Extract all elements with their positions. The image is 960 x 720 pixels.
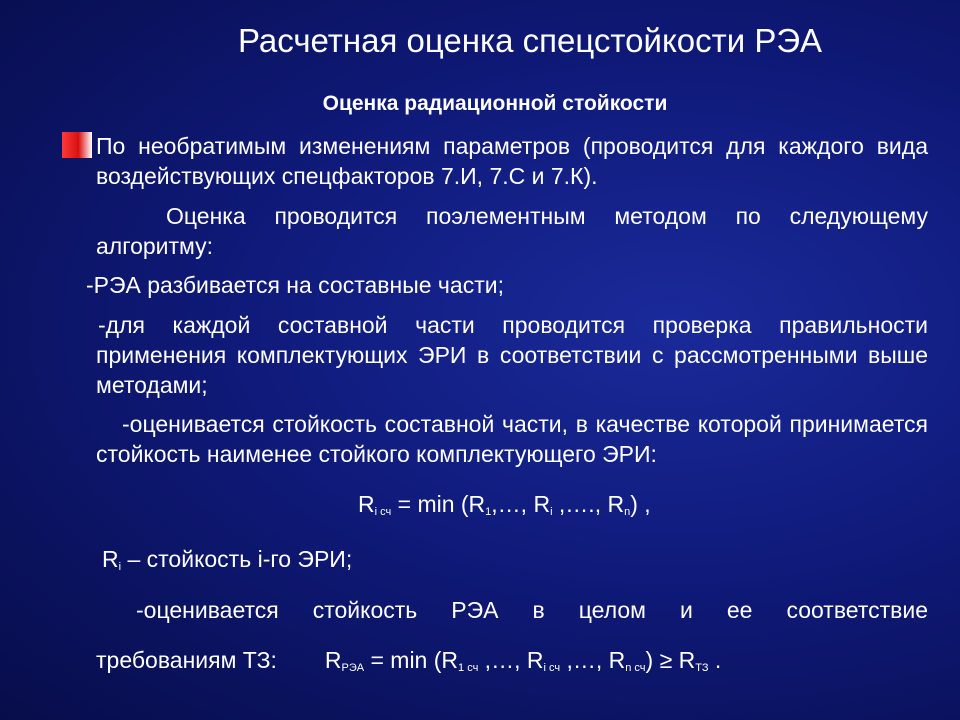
- paragraph-step-assess-total: -оценивается стойкость РЭА в целом и ее соответствие: [136, 597, 928, 623]
- paragraph-step-split: -РЭА разбивается на составные части;: [86, 272, 504, 298]
- paragraph-step-check: -для каждой составной части проводится проверка правильности применения комплектующих ЭРИ в соответствии с рассмотренными выше методами;: [96, 312, 928, 398]
- formula-total-resistance: требованиям ТЗ: $R_{РЭА} = \min (R_{1 сч}$ ,…, $R_{i сч}$ ,…, $R_{n сч}) \ge R_{ТЗ}$ .: [96, 647, 722, 674]
- paragraph-irreversible-changes: По необратимым изменениям параметров (проводится для каждого вида воздействующих спецфакторов 7.И, 7.С и 7.К).: [96, 133, 928, 189]
- formula-definition: $R_i$ – стойкость i-го ЭРИ;: [102, 546, 353, 573]
- slide-subtitle: Оценка радиационной стойкости: [322, 92, 668, 115]
- slide-title: Расчетная оценка спецстойкости РЭА: [237, 22, 823, 59]
- bullet-square-icon: [62, 132, 92, 158]
- formula-part-resistance: $R_{i сч} = \min$ ($R_1,\dots$, $R_i$ ,…., $R_n$) ,: [358, 491, 651, 518]
- paragraph-step-assess-part: -оценивается стойкость составной части, в качестве которой принимается стойкость наименее стойкого комплектующего ЭРИ:: [96, 411, 928, 467]
- paragraph-method: Оценка проводится поэлементным методом по следующему алгоритму:: [96, 203, 928, 259]
